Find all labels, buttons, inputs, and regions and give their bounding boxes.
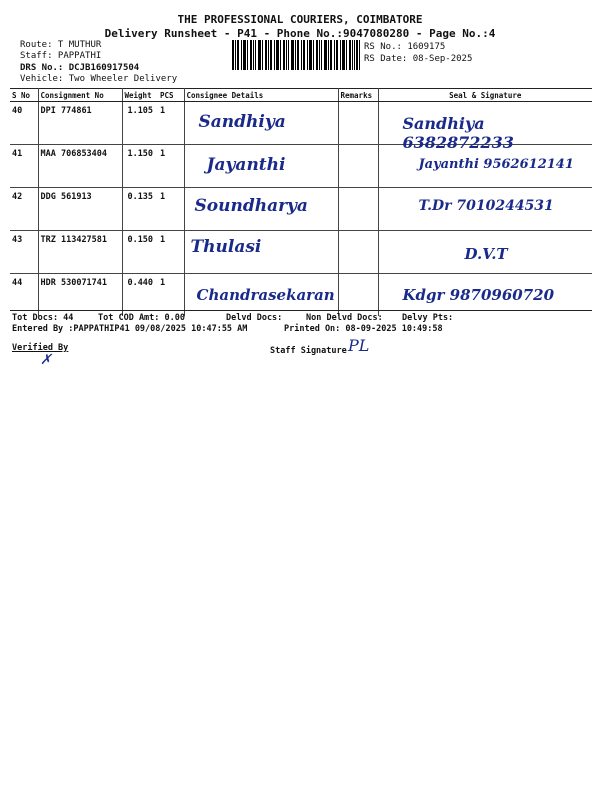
company-title: THE PROFESSIONAL COURIERS, COIMBATORE <box>177 13 423 26</box>
col-consignee: Consignee Details <box>184 89 338 102</box>
row-weight: 0.440 <box>122 274 158 317</box>
row-sno: 40 <box>10 102 38 145</box>
row-consignee: Soundharya <box>184 188 338 231</box>
row-pcs: 1 <box>158 274 184 317</box>
vehicle-label: Vehicle: Two Wheeler Delivery <box>20 74 178 84</box>
row-consignment: DPI 774861 <box>38 102 122 145</box>
table-row <box>10 102 592 145</box>
rs-date: RS Date: 08-Sep-2025 <box>364 54 473 64</box>
row-sno: 43 <box>10 231 38 274</box>
route-label: Route: T MUTHUR <box>20 40 102 50</box>
row-remarks <box>338 102 378 145</box>
row-signature: Sandhiya 6382872233 <box>378 102 592 145</box>
delivery-points: Delvy Pts: <box>402 313 454 323</box>
row-signature: Kdgr 9870960720 <box>378 274 592 317</box>
row-consignee: Thulasi <box>184 231 338 274</box>
entered-by: Entered By :PAPPATHIP41 09/08/2025 10:47:55 AM <box>12 324 248 334</box>
drs-number: DRS No.: DCJB160917504 <box>20 63 140 73</box>
delivered-docs: Delvd Docs: <box>226 313 283 323</box>
table-bottom-rule <box>10 310 592 311</box>
row-weight: 0.150 <box>122 231 158 274</box>
staff-signature-ink: PL <box>348 336 370 355</box>
table-row <box>10 188 592 231</box>
staff-label: Staff: PAPPATHI <box>20 51 102 61</box>
row-pcs: 1 <box>158 145 184 188</box>
row-pcs: 1 <box>158 188 184 231</box>
row-consignee: Chandrasekaran <box>184 274 338 317</box>
printed-on: Printed On: 08-09-2025 10:49:58 <box>284 324 443 334</box>
total-cod: Tot COD Amt: 0.00 <box>98 313 185 323</box>
row-remarks <box>338 145 378 188</box>
row-weight: 1.150 <box>122 145 158 188</box>
table-row <box>10 231 592 274</box>
row-weight: 0.135 <box>122 188 158 231</box>
verified-by-label: Verified By <box>12 343 69 353</box>
barcode-image <box>232 40 360 70</box>
rs-number: RS No.: 1609175 <box>364 42 446 52</box>
row-signature: D.V.T <box>378 231 592 274</box>
row-remarks <box>338 231 378 274</box>
row-pcs: 1 <box>158 231 184 274</box>
col-remarks: Remarks <box>338 89 378 102</box>
row-signature: T.Dr 7010244531 <box>378 188 592 231</box>
row-consignee: Sandhiya <box>184 102 338 145</box>
row-sno: 41 <box>10 145 38 188</box>
col-weight: Weight <box>122 89 158 102</box>
row-consignee: Jayanthi <box>184 145 338 188</box>
table-header-row <box>10 89 592 102</box>
row-remarks <box>338 188 378 231</box>
total-docs: Tot Docs: 44 <box>12 313 74 323</box>
row-pcs: 1 <box>158 102 184 145</box>
runsheet-subtitle: Delivery Runsheet - P41 - Phone No.:9047080280 - Page No.:4 <box>104 27 496 40</box>
verified-by-mark: ✗ <box>40 352 52 368</box>
runsheet-table <box>10 88 592 316</box>
row-sno: 44 <box>10 274 38 317</box>
row-consignment: DDG 561913 <box>38 188 122 231</box>
col-signature: Seal & Signature <box>378 89 592 102</box>
col-pcs: PCS <box>158 89 184 102</box>
staff-signature-label: Staff Signature <box>270 346 347 356</box>
col-consignment: Consignment No <box>38 89 122 102</box>
row-signature: Jayanthi 9562612141 <box>378 145 592 188</box>
non-delivered-docs: Non Delvd Docs: <box>306 313 383 323</box>
table-row <box>10 145 592 188</box>
row-weight: 1.105 <box>122 102 158 145</box>
row-consignment: HDR 530071741 <box>38 274 122 317</box>
row-sno: 42 <box>10 188 38 231</box>
row-consignment: MAA 706853404 <box>38 145 122 188</box>
col-sno: S No <box>10 89 38 102</box>
row-consignment: TRZ 113427581 <box>38 231 122 274</box>
